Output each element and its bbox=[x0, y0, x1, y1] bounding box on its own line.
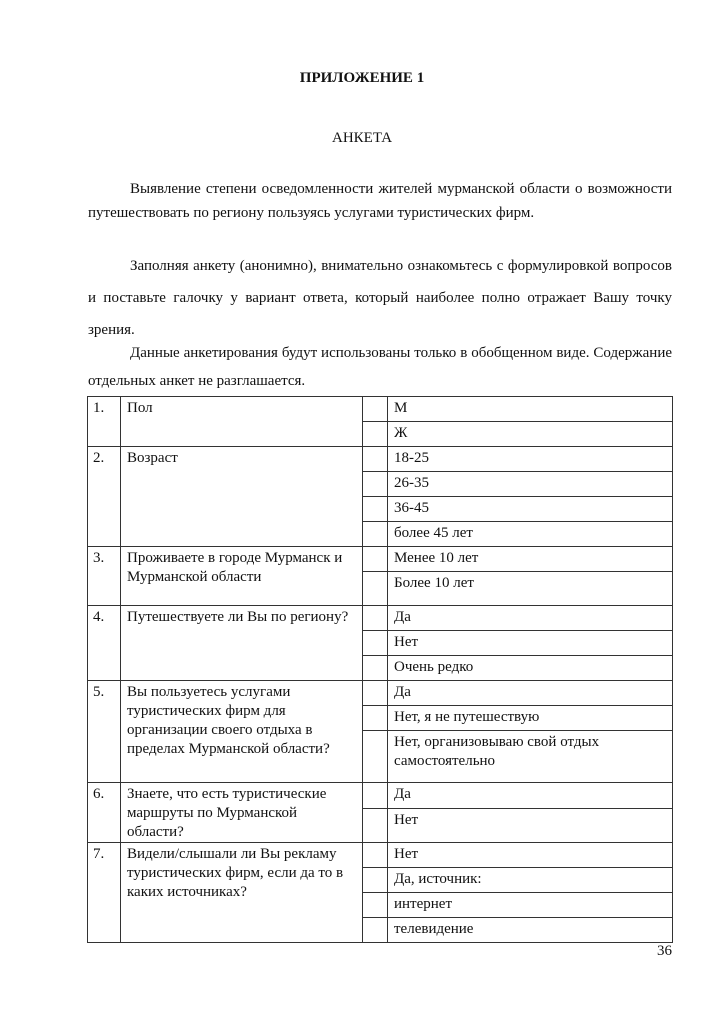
question-number: 2. bbox=[88, 447, 121, 547]
answer-option: 26-35 bbox=[388, 472, 673, 497]
answer-row bbox=[88, 681, 673, 706]
answer-checkbox-cell[interactable] bbox=[363, 631, 388, 656]
question-text: Вы пользуетесь услугами туристических фирм для организации своего отдыха в пределах Мурманской области? bbox=[121, 681, 363, 783]
question-text: Путешествуете ли Вы по региону? bbox=[121, 606, 363, 681]
answer-option: Ж bbox=[388, 422, 673, 447]
answer-checkbox-cell[interactable] bbox=[363, 843, 388, 868]
question-text: Проживаете в городе Мурманск и Мурманской области bbox=[121, 547, 363, 606]
answer-option: более 45 лет bbox=[388, 522, 673, 547]
answer-checkbox-cell[interactable] bbox=[363, 808, 388, 842]
answer-checkbox-cell[interactable] bbox=[363, 422, 388, 447]
answer-option: Да bbox=[388, 783, 673, 809]
answer-checkbox-cell[interactable] bbox=[363, 656, 388, 681]
answer-checkbox-cell[interactable] bbox=[363, 447, 388, 472]
answer-option: Нет bbox=[388, 631, 673, 656]
question-number: 6. bbox=[88, 783, 121, 843]
question-number: 1. bbox=[88, 397, 121, 447]
answer-row bbox=[88, 843, 673, 868]
answer-checkbox-cell[interactable] bbox=[363, 893, 388, 918]
answer-checkbox-cell[interactable] bbox=[363, 547, 388, 572]
answer-row bbox=[88, 606, 673, 631]
question-text: Видели/слышали ли Вы рекламу туристических фирм, если да то в каких источниках? bbox=[121, 843, 363, 943]
answer-option: М bbox=[388, 397, 673, 422]
answer-option: Нет, я не путешествую bbox=[388, 706, 673, 731]
answer-option: Нет, организовываю свой отдых самостоятельно bbox=[388, 731, 673, 783]
privacy-paragraph: Данные анкетирования будут использованы только в обобщенном виде. Содержание отдельных анкет не разглашается. bbox=[88, 345, 672, 389]
question-number: 5. bbox=[88, 681, 121, 783]
answer-option: Очень редко bbox=[388, 656, 673, 681]
answer-row bbox=[88, 547, 673, 572]
answer-checkbox-cell[interactable] bbox=[363, 681, 388, 706]
answer-checkbox-cell[interactable] bbox=[363, 918, 388, 943]
answer-checkbox-cell[interactable] bbox=[363, 397, 388, 422]
question-number: 4. bbox=[88, 606, 121, 681]
answer-checkbox-cell[interactable] bbox=[363, 522, 388, 547]
intro-paragraph: Выявление степени осведомленности жителей мурманской области о возможности путешествовать по региону пользуясь услугами туристических фирм. bbox=[88, 181, 672, 221]
instructions-paragraph: Заполняя анкету (анонимно), внимательно ознакомьтесь с формулировкой вопросов и поставьте галочку у вариант ответа, который наиболее полно отражает Вашу точку зрения. bbox=[88, 258, 672, 338]
answer-option: Менее 10 лет bbox=[388, 547, 673, 572]
answer-checkbox-cell[interactable] bbox=[363, 472, 388, 497]
answer-row bbox=[88, 397, 673, 422]
answer-option: 18-25 bbox=[388, 447, 673, 472]
answer-checkbox-cell[interactable] bbox=[363, 731, 388, 783]
appendix-heading: ПРИЛОЖЕНИЕ 1 bbox=[299, 70, 425, 86]
page-number: 36 bbox=[657, 943, 672, 959]
answer-checkbox-cell[interactable] bbox=[363, 868, 388, 893]
answer-option: Более 10 лет bbox=[388, 572, 673, 606]
question-number: 7. bbox=[88, 843, 121, 943]
question-text: Пол bbox=[121, 397, 363, 447]
answer-checkbox-cell[interactable] bbox=[363, 572, 388, 606]
answer-option: Да bbox=[388, 606, 673, 631]
answer-checkbox-cell[interactable] bbox=[363, 497, 388, 522]
answer-checkbox-cell[interactable] bbox=[363, 783, 388, 809]
answer-option: Нет bbox=[388, 843, 673, 868]
answer-row bbox=[88, 783, 673, 809]
question-text: Знаете, что есть туристические маршруты по Мурманской области? bbox=[121, 783, 363, 843]
question-text: Возраст bbox=[121, 447, 363, 547]
questionnaire-title: АНКЕТА bbox=[332, 130, 393, 146]
answer-option: Да, источник: bbox=[388, 868, 673, 893]
question-number: 3. bbox=[88, 547, 121, 606]
answer-checkbox-cell[interactable] bbox=[363, 706, 388, 731]
answer-row bbox=[88, 447, 673, 472]
questionnaire-table bbox=[87, 396, 673, 943]
answer-option: телевидение bbox=[388, 918, 673, 943]
answer-option: 36-45 bbox=[388, 497, 673, 522]
answer-option: Нет bbox=[388, 808, 673, 842]
answer-option: интернет bbox=[388, 893, 673, 918]
answer-option: Да bbox=[388, 681, 673, 706]
answer-checkbox-cell[interactable] bbox=[363, 606, 388, 631]
